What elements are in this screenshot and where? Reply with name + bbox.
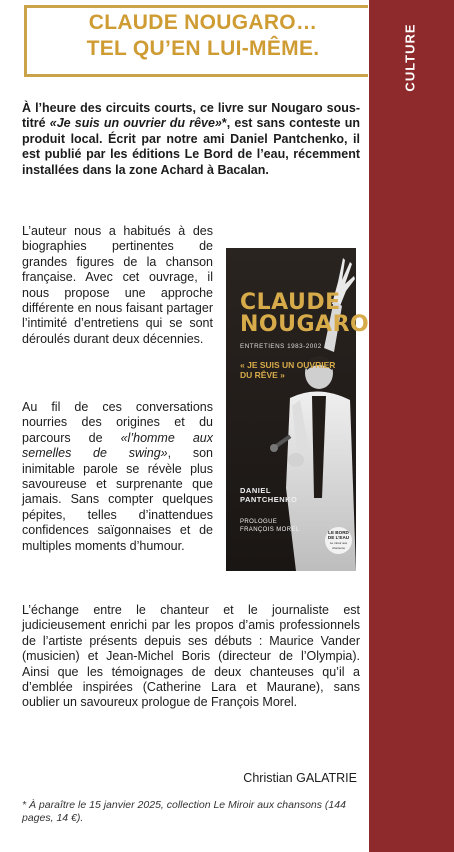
lede-text-2: *, est sans conteste un produit local. Écrit par notre ami Daniel Pantchenko, il est publié par les éditions Le Bord de l’eau, récemment installées dans la zone Achard à Bacalan.	[22, 116, 360, 177]
section-label: CULTURE	[402, 22, 418, 92]
cover-prologue-line-2: FRANÇOIS MOREL	[240, 526, 300, 533]
cover-author	[240, 486, 297, 504]
article-lede	[22, 101, 360, 178]
paragraph-2	[22, 400, 213, 554]
publisher-line-1: LE BORD	[328, 530, 349, 536]
paragraph-3: L’échange entre le chanteur et le journaliste est judicieusement enrichi par les propos d’amis professionnels de l’artiste présents depuis ses débuts : Maurice Vander (musicien) et Jean-Michel Boris (directeur de l’Olympia). Ainsi que les témoignages de deux chanteuses qu’il a d’emblée inspirées (Catherine Lara et Maurane), sans oublier un savoureux prologue de François Morel.	[22, 603, 360, 710]
paragraph-2-italic: «l’homme aux semelles de swing»	[22, 430, 213, 461]
footnote: * À paraître le 15 janvier 2025, collection Le Miroir aux chansons (144 pages, 14 €).	[22, 799, 346, 824]
publisher-collection: Le miroir aux chansons	[329, 540, 348, 550]
article-title	[38, 10, 368, 62]
cover-author-line-1: DANIEL	[240, 486, 271, 495]
lede-text-1: À l’heure des circuits courts, ce livre sur Nougaro sous-titré	[22, 101, 360, 131]
cover-author-line-2: PANTCHENKO	[240, 495, 298, 504]
author-signature: Christian GALATRIE	[243, 771, 357, 785]
title-line-1: CLAUDE NOUGARO…	[88, 11, 318, 34]
section-label-wrap	[397, 12, 423, 102]
cover-title-line-1: CLAUDE	[240, 290, 341, 315]
publisher-logo	[325, 527, 352, 554]
paragraph-1: L’auteur nous a habitués à des biographies pertinentes de grandes figures de la chanson française. Avec cet ouvrage, il nous propose une approche différente en nous faisant partager l’intimité d’entretiens qui se sont déroulés durant deux décennies.	[22, 224, 213, 346]
cover-quote-line-2: DU RÊVE »	[240, 370, 285, 380]
cover-title	[240, 292, 369, 336]
book-cover	[226, 248, 370, 571]
cover-subtitle: ENTRETIENS 1983-2002	[240, 343, 322, 350]
title-line-2: TEL QU’EN LUI-MÊME.	[86, 37, 320, 60]
paragraph-2-text-1: Au fil de ces conversations nourries des origines et du parcours de	[22, 400, 213, 445]
cover-title-line-2: NOUGARO	[240, 312, 370, 337]
cover-prologue-line-1: PROLOGUE	[240, 519, 278, 525]
cover-quote-line-1: « JE SUIS UN OUVRIER	[240, 360, 336, 370]
publisher-line-2: DE L’EAU	[327, 535, 350, 541]
cover-prologue	[240, 519, 300, 534]
cover-quote	[240, 360, 335, 380]
paragraph-2-text-2: , son inimitable parole se révèle plus savoureuse et surprenante que jamais. Sans compter quelques pépites, telles d’inattendues confidences saïgonnaises et de multiples moments d’humour.	[22, 446, 213, 553]
section-sidebar	[369, 0, 454, 852]
lede-italic: «Je suis un ouvrier du rêve»	[49, 116, 222, 131]
